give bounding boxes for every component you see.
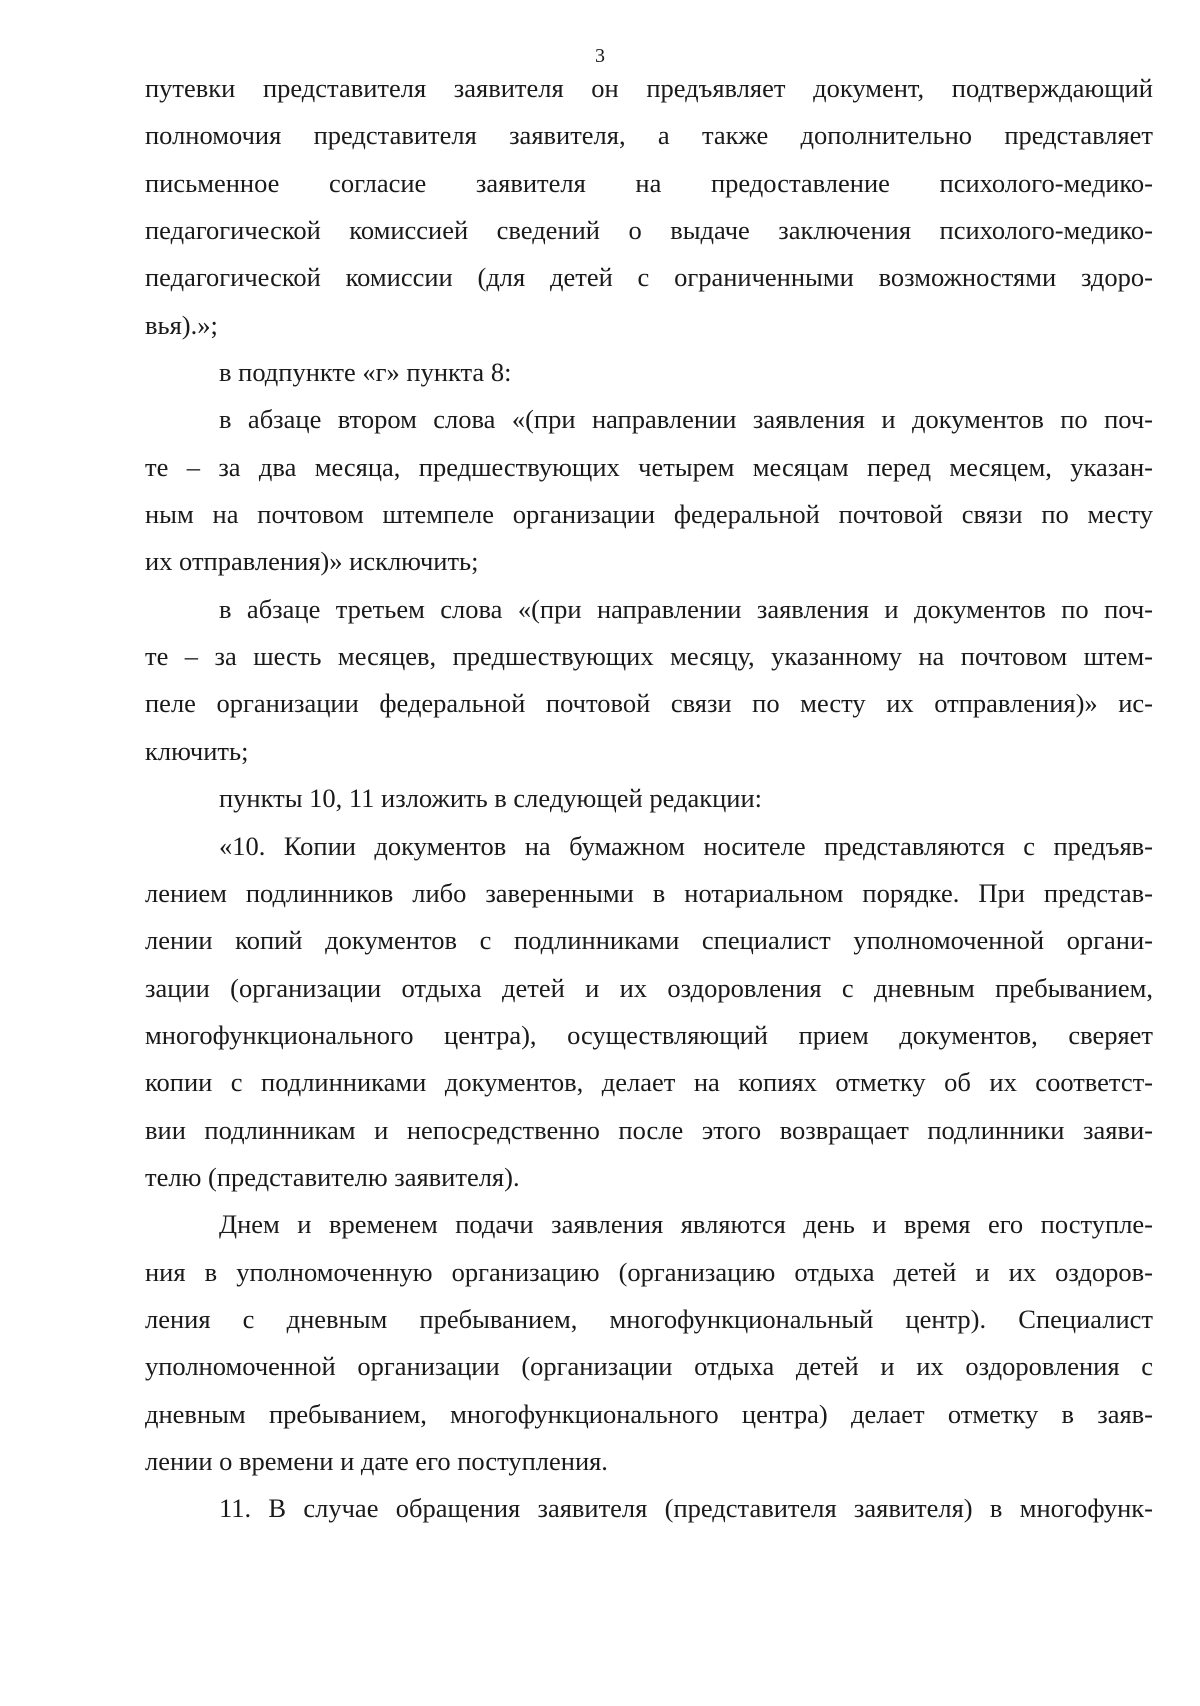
text-line: Днем и временем подачи заявления являются день и время его поступле- bbox=[219, 1209, 1153, 1240]
text-line: педагогической комиссией сведений о выдаче заключения психолого-медико- bbox=[145, 215, 1153, 246]
text-line: ключить; bbox=[145, 735, 249, 766]
text-line: зации (организации отдыха детей и их оздоровления с дневным пребыванием, bbox=[145, 972, 1153, 1003]
text-line: 11. В случае обращения заявителя (представителя заявителя) в многофунк- bbox=[219, 1493, 1153, 1524]
text-line: вии подлинникам и непосредственно после этого возвращает подлинники заяви- bbox=[145, 1114, 1153, 1145]
text-line: ным на почтовом штемпеле организации федеральной почтовой связи по месту bbox=[145, 499, 1153, 530]
text-line: пеле организации федеральной почтовой связи по месту их отправления)» ис- bbox=[145, 688, 1153, 719]
text-line: дневным пребыванием, многофункционального центра) делает отметку в заяв- bbox=[145, 1398, 1153, 1429]
text-line: те – за два месяца, предшествующих четырем месяцам перед месяцем, указан- bbox=[145, 451, 1153, 482]
text-line: полномочия представителя заявителя, а также дополнительно представляет bbox=[145, 120, 1153, 151]
text-line: лении о времени и дате его поступления. bbox=[145, 1445, 608, 1476]
body-text bbox=[145, 65, 1153, 1533]
text-line: письменное согласие заявителя на предоставление психолого-медико- bbox=[145, 167, 1153, 198]
text-line: путевки представителя заявителя он предъявляет документ, подтверждающий bbox=[145, 73, 1153, 103]
text-line: в абзаце третьем слова «(при направлении заявления и документов по поч- bbox=[219, 593, 1153, 624]
text-line: их отправления)» исключить; bbox=[145, 546, 479, 577]
text-line: телю (представителю заявителя). bbox=[145, 1161, 520, 1192]
text-line: копии с подлинниками документов, делает на копиях отметку об их соответст- bbox=[145, 1067, 1153, 1098]
text-line: ления с дневным пребыванием, многофункциональный центр). Специалист bbox=[145, 1303, 1153, 1334]
text-line: лением подлинников либо заверенными в нотариальном порядке. При представ- bbox=[145, 877, 1153, 908]
text-line: «10. Копии документов на бумажном носителе представляются с предъяв- bbox=[219, 830, 1153, 861]
text-line: ния в уполномоченную организацию (организацию отдыха детей и их оздоров- bbox=[145, 1256, 1153, 1287]
page-number: 3 bbox=[595, 45, 605, 67]
text-line: лении копий документов с подлинниками специалист уполномоченной органи- bbox=[145, 925, 1153, 956]
text-line: уполномоченной организации (организации отдыха детей и их оздоровления с bbox=[145, 1351, 1153, 1382]
text-line: педагогической комиссии (для детей с ограниченными возможностями здоро- bbox=[145, 262, 1153, 293]
text-line: вья).»; bbox=[145, 309, 218, 340]
text-line: многофункционального центра), осуществляющий прием документов, сверяет bbox=[145, 1019, 1153, 1050]
text-line: те – за шесть месяцев, предшествующих месяцу, указанному на почтовом штем- bbox=[145, 641, 1153, 672]
text-line: в абзаце втором слова «(при направлении заявления и документов по поч- bbox=[219, 404, 1153, 435]
text-line: в подпункте «г» пункта 8: bbox=[219, 357, 512, 388]
text-line: пункты 10, 11 изложить в следующей редакции: bbox=[219, 783, 763, 814]
